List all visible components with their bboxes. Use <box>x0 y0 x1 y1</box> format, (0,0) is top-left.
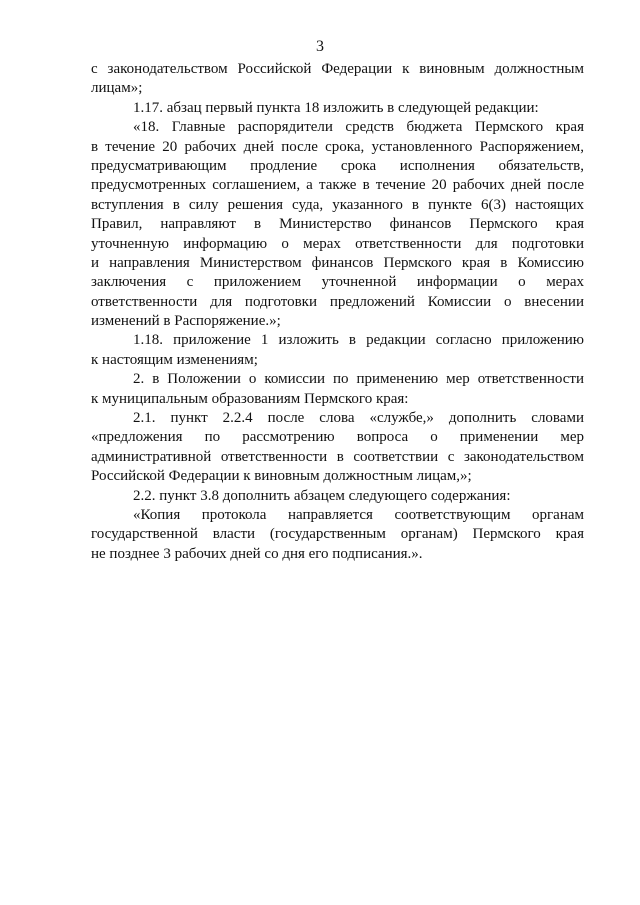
text-line: 2.2. пункт 3.8 дополнить абзацем следующего содержания: <box>133 487 511 504</box>
text-line: заключения с приложением уточненной информации о мерах <box>91 274 584 291</box>
text-line: к муниципальным образованиям Пермского края: <box>91 390 409 407</box>
text-line: к настоящим изменениям; <box>91 351 258 368</box>
text-line: не позднее 3 рабочих дней со дня его подписания.». <box>91 545 423 562</box>
text-line: 1.17. абзац первый пункта 18 изложить в следующей редакции: <box>133 99 539 116</box>
text-line: административной ответственности в соответствии с законодательством <box>91 448 584 465</box>
text-line: «Копия протокола направляется соответствующим органам <box>133 506 584 523</box>
text-line: уточненную информацию о мерах ответственности для подготовки <box>91 235 584 252</box>
text-line: государственной власти (государственным органам) Пермского края <box>91 526 584 543</box>
text-line: 2.1. пункт 2.2.4 после слова «службе,» дополнить словами <box>133 410 584 427</box>
text-line: «предложения по рассмотрению вопроса о применении мер <box>91 429 584 446</box>
text-line: Российской Федерации к виновным должностным лицам,»; <box>91 468 472 485</box>
text-line: 2. в Положении о комиссии по применению мер ответственности <box>133 371 584 388</box>
text-line: изменений в Распоряжение.»; <box>91 313 281 330</box>
text-line: Правил, направляют в Министерство финансов Пермского края <box>91 216 584 233</box>
text-line: вступления в силу решения суда, указанного в пункте 6(3) настоящих <box>91 196 584 213</box>
text-line: «18. Главные распорядители средств бюджета Пермского края <box>133 119 584 136</box>
text-line: ответственности для подготовки предложений Комиссии о внесении <box>91 293 584 310</box>
text-line: предусматривающим продление срока исполнения обязательств, <box>91 157 584 174</box>
text-line: с законодательством Российской Федерации к виновным должностным <box>91 61 584 77</box>
text-line: в течение 20 рабочих дней после срока, установленного Распоряжением, <box>91 138 584 155</box>
text-line: 1.18. приложение 1 изложить в редакции согласно приложению <box>133 332 584 349</box>
text-line: предусмотренных соглашением, а также в течение 20 рабочих дней после <box>91 177 584 194</box>
document-body <box>91 60 584 564</box>
text-line: и направления Министерством финансов Пермского края в Комиссию <box>91 254 584 271</box>
page-number: 3 <box>316 38 324 55</box>
text-line: лицам»; <box>91 80 143 97</box>
